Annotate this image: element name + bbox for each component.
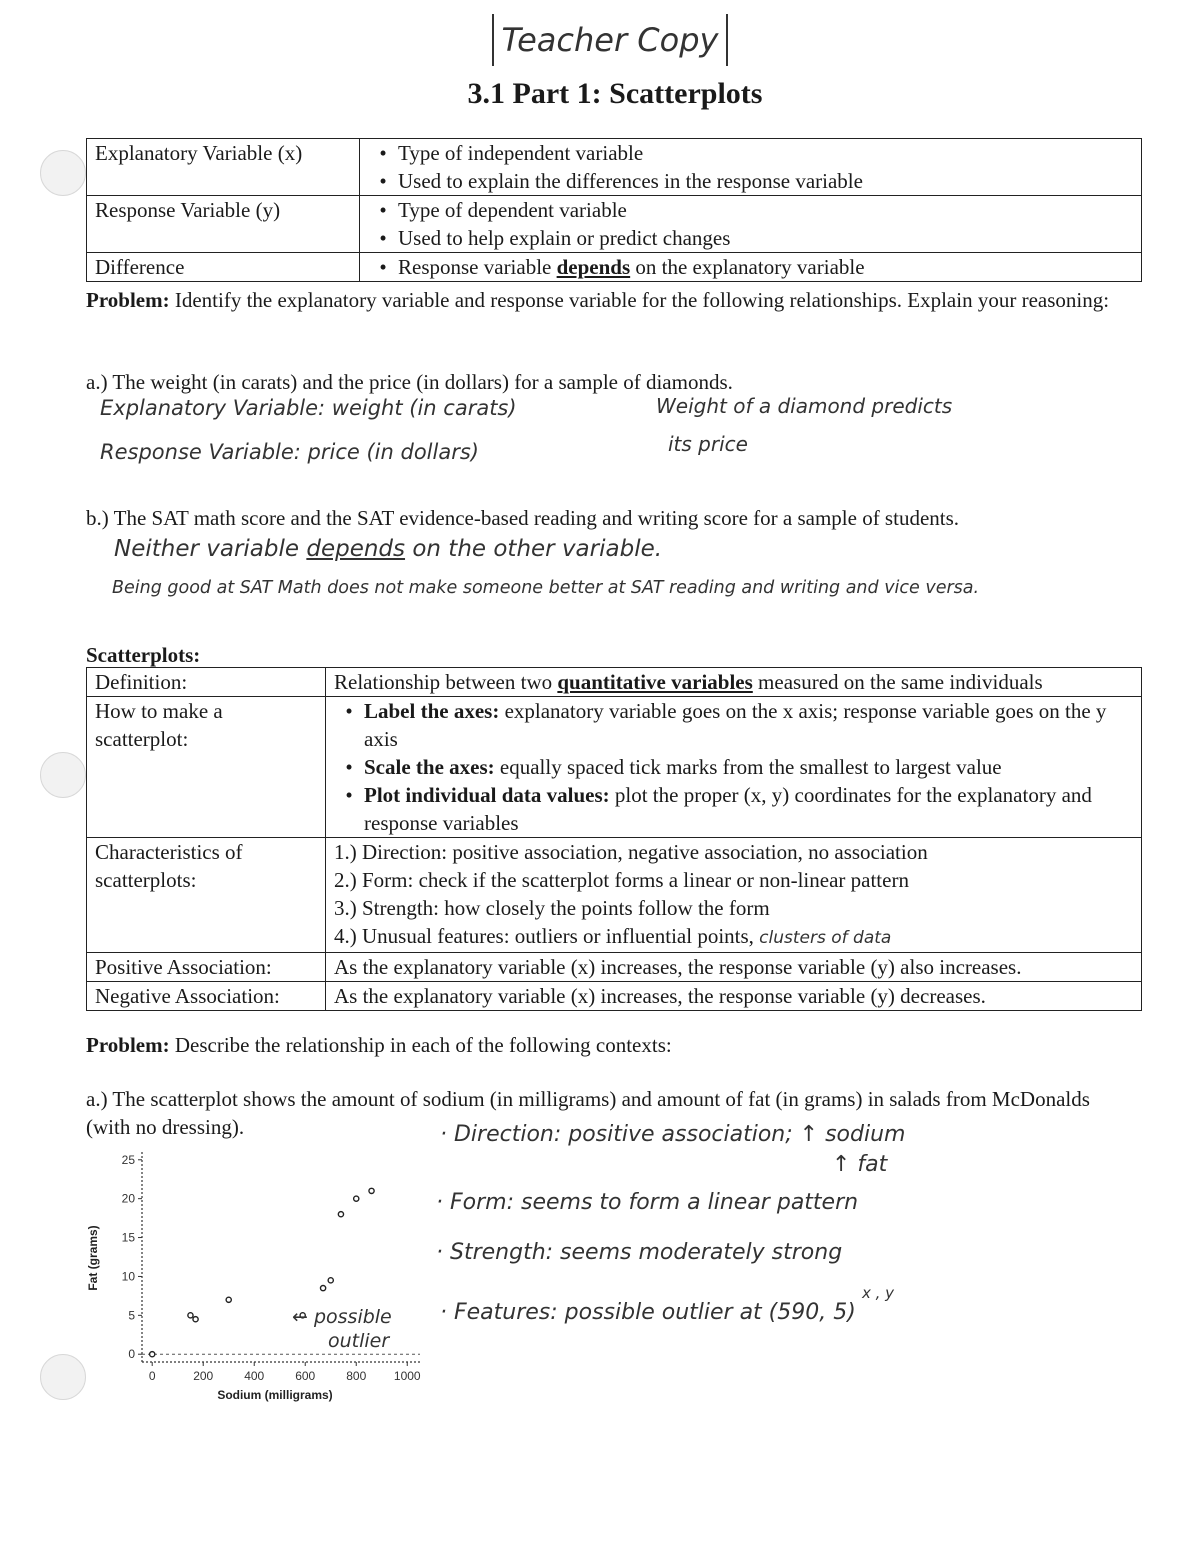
characteristic-4: 4.) Unusual features: outliers or influential points, clusters of data (334, 924, 892, 948)
data-point (320, 1286, 325, 1291)
difference-pre: Response variable (398, 255, 557, 279)
difference-label: Difference (87, 253, 360, 282)
definition-text: Relationship between two quantitative variables measured on the same individuals (326, 668, 1142, 697)
characteristic-3: 3.) Strength: how closely the points follow the form (334, 896, 770, 920)
characteristics-label: Characteristics of scatterplots: (87, 838, 326, 953)
x-tick-label: 800 (346, 1369, 367, 1383)
quantitative-variables-term: quantitative variables (557, 670, 753, 694)
negative-association-label: Negative Association: (87, 982, 326, 1011)
response-bullet-1: Type of dependent variable (398, 198, 627, 222)
problem1-a-answer-2: Response Variable: price (in dollars) (100, 440, 479, 464)
bullet-icon: • (345, 755, 353, 779)
problem1-b-answer-1-pre: Neither variable (114, 536, 307, 562)
x-tick-label: 400 (244, 1369, 265, 1383)
problem2-a-question-text: a.) The scatterplot shows the amount of sodium (in milligrams) and amount of fat (in grams) in salads from McDonalds (with no dressing). (86, 1087, 1090, 1139)
problem1-a-question: a.) The weight (in carats) and the price (in dollars) for a sample of diamonds. (86, 370, 733, 394)
binder-hole-middle (40, 752, 86, 798)
problem1-b-answer-2: Being good at SAT Math does not make someone better at SAT reading and writing and vice versa. (112, 578, 980, 598)
response-bullet-2: Used to help explain or predict changes (398, 226, 731, 250)
difference-post: on the explanatory variable (630, 255, 865, 279)
problem1-b-answer-1 (114, 536, 662, 562)
negative-association-text: As the explanatory variable (x) increases, the response variable (y) decreases. (326, 982, 1142, 1011)
howto-step-3: Plot individual data values: plot the proper (x, y) coordinates for the explanatory and response variables (364, 783, 1092, 835)
y-tick-label: 20 (121, 1191, 135, 1206)
scatterplots-heading: Scatterplots: (86, 643, 201, 667)
problem1-b-answer-1-keyword: depends (306, 536, 406, 562)
explanatory-label: Explanatory Variable (x) (87, 139, 360, 196)
bullet-icon: • (345, 783, 353, 807)
difference-definition (360, 253, 1142, 282)
characteristic-2: 2.) Form: check if the scatterplot forms a linear or non-linear pattern (334, 868, 909, 892)
problem1-text: Identify the explanatory variable and response variable for the following relationships. Explain your reasoning: (169, 288, 1110, 312)
problem1-label: Problem: (86, 288, 170, 312)
problem2-label: Problem: (86, 1033, 170, 1057)
y-tick-label: 5 (128, 1308, 135, 1323)
data-point (328, 1278, 333, 1283)
y-axis-label: Fat (grams) (86, 1225, 100, 1291)
difference-keyword: depends (556, 255, 631, 279)
binder-hole-top (40, 150, 86, 196)
x-tick-label: 200 (193, 1369, 214, 1383)
bullet-icon: • (379, 226, 387, 250)
y-tick-label: 25 (121, 1152, 135, 1167)
explanatory-bullet-1: Type of independent variable (398, 141, 644, 165)
outlier-note-1: ← possible (292, 1306, 392, 1328)
x-tick-label: 600 (295, 1369, 316, 1383)
bullet-icon: • (379, 255, 387, 279)
y-tick-label: 0 (128, 1347, 135, 1362)
y-tick-label: 15 (121, 1230, 135, 1245)
explanatory-bullet-2: Used to explain the differences in the response variable (398, 169, 863, 193)
x-axis-label: Sodium (milligrams) (217, 1388, 333, 1402)
positive-association-label: Positive Association: (87, 953, 326, 982)
variables-table (86, 138, 1142, 282)
y-tick-label: 10 (121, 1269, 135, 1284)
note-form: · Form: seems to form a linear pattern (436, 1190, 859, 1215)
data-point (193, 1317, 198, 1322)
howto-step-2: Scale the axes: equally spaced tick marks from the smallest to largest value (364, 755, 1002, 779)
problem2-text: Describe the relationship in each of the following contexts: (169, 1033, 672, 1057)
response-label: Response Variable (y) (87, 196, 360, 253)
howto-steps (326, 697, 1142, 838)
x-tick-label: 1000 (393, 1369, 421, 1383)
note-xy: x , y (862, 1284, 895, 1302)
note-features: · Features: possible outlier at (590, 5) (440, 1300, 856, 1325)
problem1-b-answer-1-post: on the other variable. (405, 536, 663, 562)
definition-label: Definition: (87, 668, 326, 697)
bullet-icon: • (345, 699, 353, 723)
problem1-b-question: b.) The SAT math score and the SAT evidence-based reading and writing score for a sample of students. (86, 506, 960, 530)
problem2-statement (86, 1031, 672, 1059)
data-point (150, 1352, 155, 1357)
bullet-icon: • (379, 141, 387, 165)
note-direction-fat: ↑ fat (832, 1152, 888, 1177)
positive-association-text: As the explanatory variable (x) increases, the response variable (y) also increases. (326, 953, 1142, 982)
outlier-note-2: outlier (328, 1330, 390, 1352)
note-strength: · Strength: seems moderately strong (436, 1240, 843, 1265)
data-point (188, 1313, 193, 1318)
problem1-a-reason-2: its price (668, 432, 748, 456)
scatterplots-table (86, 667, 1142, 1011)
problem1-a-answer-1: Explanatory Variable: weight (in carats) (100, 396, 517, 420)
response-definition (360, 196, 1142, 253)
data-point (338, 1212, 343, 1217)
explanatory-definition (360, 139, 1142, 196)
sodium-fat-scatterplot (80, 1140, 430, 1410)
note-direction: · Direction: positive association; ↑ sodium (440, 1122, 906, 1147)
data-point (354, 1196, 359, 1201)
data-point (369, 1188, 374, 1193)
problem1-statement (86, 286, 1146, 314)
howto-label: How to make a scatterplot: (87, 697, 326, 838)
characteristic-1: 1.) Direction: positive association, negative association, no association (334, 840, 928, 864)
page-title: 3.1 Part 1: Scatterplots (467, 77, 763, 110)
teacher-copy-stamp: Teacher Copy (492, 14, 728, 66)
data-point (226, 1297, 231, 1302)
bullet-icon: • (379, 169, 387, 193)
howto-step-1: Label the axes: explanatory variable goes on the x axis; response variable goes on the y axis (364, 699, 1107, 751)
bullet-icon: • (379, 198, 387, 222)
problem1-a-reason-1: Weight of a diamond predicts (656, 394, 953, 418)
characteristics-list (326, 838, 1142, 953)
characteristic-4-handwritten: clusters of data (759, 928, 892, 948)
x-tick-label: 0 (148, 1369, 156, 1383)
